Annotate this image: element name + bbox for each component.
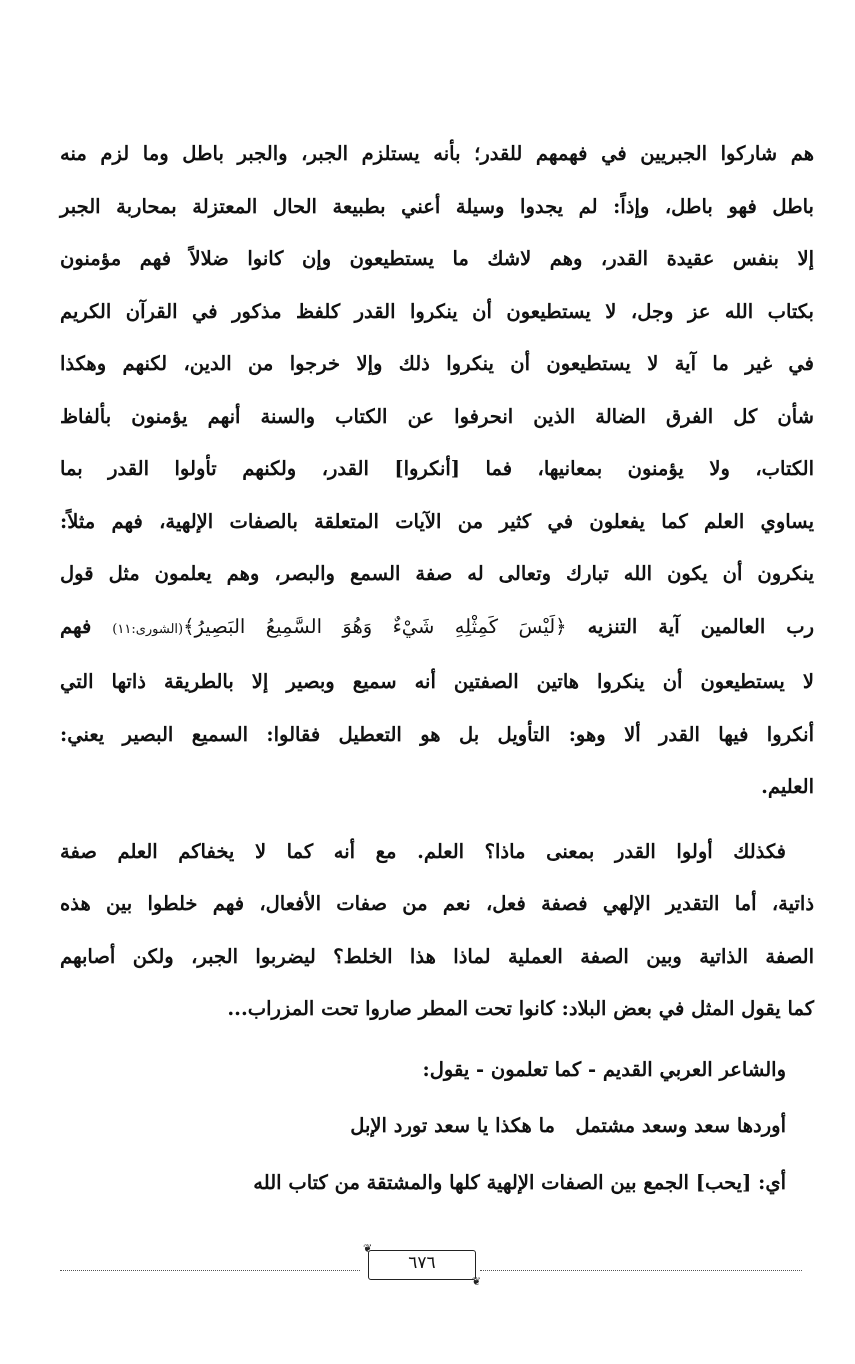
text-line: شأن كل الفرق الضالة الذين انحرفوا عن الكتاب والسنة أنهم يؤمنون بألفاظ bbox=[60, 404, 814, 428]
ornament-icon: ❦ bbox=[363, 1242, 373, 1255]
page-body bbox=[60, 128, 814, 1209]
text-line: أنكروا فيها القدر ألا وهو: التأويل بل هو التعطيل فقالوا: السميع البصير يعني: bbox=[60, 722, 814, 746]
text-line: ينكرون أن يكون الله تبارك وتعالى له صفة السمع والبصر، وهم يعلمون مثل قول bbox=[60, 562, 814, 585]
text-line: هم شاركوا الجبريين في فهمهم للقدر؛ بأنه يستلزم الجبر، والجبر باطل وما لزم منه bbox=[60, 142, 814, 165]
quran-verse: ﴿لَيْسَ كَمِثْلِهِ شَيْءٌ وَهُوَ السَّمِيعُ البَصِيرُ﴾ bbox=[183, 614, 567, 638]
poet-intro: والشاعر العربي القديم - كما تعلمون - يقول: bbox=[422, 1057, 786, 1081]
text-line: يساوي العلم كما يفعلون في كثير من الآيات المتعلقة بالصفات الإلهية، فهم مثلاً: bbox=[60, 509, 814, 533]
text-line: بكتاب الله عز وجل، لا يستطيعون أن ينكروا القدر كلفظ مذكور في القرآن الكريم bbox=[60, 299, 814, 323]
page-number: ٦٧٦ bbox=[408, 1253, 436, 1273]
text-line: في غير ما آية لا يستطيعون أن ينكروا ذلك وإلا خرجوا من الدين، لكنهم وهكذا bbox=[60, 352, 814, 375]
page-footer bbox=[60, 1242, 802, 1288]
ornament-icon: ❦ bbox=[471, 1275, 481, 1288]
text-line: إلا بنفس عقيدة القدر، وهم لاشك ما يستطيعون وإن كانوا ضلالاً فهم مؤمنون bbox=[60, 247, 814, 270]
footer-rule-left bbox=[60, 1270, 360, 1271]
text-line: لا يستطيعون أن ينكروا هاتين الصفتين أنه سميع وبصير إلا بالطريقة ذاتها التي bbox=[60, 670, 814, 693]
text-line: كما يقول المثل في بعض البلاد: كانوا تحت المطر صاروا تحت المزراب... bbox=[227, 997, 814, 1020]
closing-line: أي: [يحب] الجمع بين الصفات الإلهية كلها والمشتقة من كتاب الله bbox=[253, 1170, 786, 1194]
text-fragment: فهم bbox=[60, 614, 92, 638]
text-line: الكتاب، ولا يؤمنون بمعانيها، فما [أنكروا] القدر، ولكنهم تأولوا القدر بما bbox=[60, 457, 814, 480]
text-line: ذاتية، أما التقدير الإلهي فصفة فعل، نعم من صفات الأفعال، فهم خلطوا بين هذه bbox=[60, 892, 814, 915]
text-line: فكذلك أولوا القدر بمعنى ماذا؟ العلم. مع أنه كما لا يخفاكم العلم صفة bbox=[60, 839, 786, 863]
paragraph-1 bbox=[60, 128, 814, 814]
text-fragment: رب العالمين آية التنزيه bbox=[587, 614, 814, 638]
paragraph-2 bbox=[60, 826, 814, 1036]
footer-rule-right bbox=[480, 1270, 802, 1271]
text-line-with-verse bbox=[60, 601, 814, 657]
text-line: الصفة الذاتية وبين الصفة العملية لماذا هذا الخلط؟ ليضربوا الجبر، ولكن أصابهم bbox=[60, 944, 814, 968]
poem-line: أوردها سعد وسعد مشتمل ما هكذا يا سعد تورد الإبل bbox=[350, 1114, 786, 1137]
text-line: العليم. bbox=[761, 775, 814, 798]
quran-reference: (الشورى:١١) bbox=[112, 621, 184, 637]
text-line: باطل فهو باطل، وإذاً: لم يجدوا وسيلة أعني بطبيعة الحال المعتزلة بمحاربة الجبر bbox=[60, 194, 814, 218]
page-number-frame bbox=[363, 1242, 481, 1288]
